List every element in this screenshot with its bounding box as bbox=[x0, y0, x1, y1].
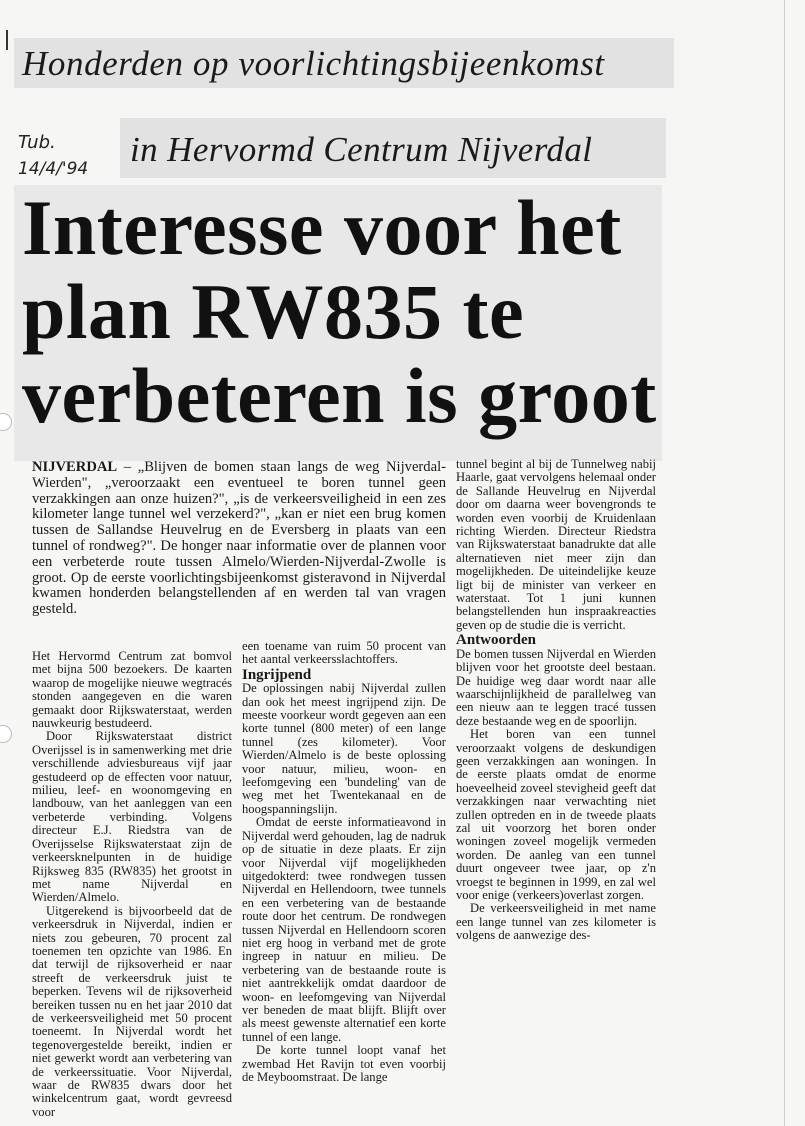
article-column-2 bbox=[242, 640, 446, 1084]
paragraph: De verkeersveiligheid in met name een lange tunnel van zes kilometer is volgens de aanwezige des- bbox=[456, 901, 656, 943]
paragraph: een toename van ruim 50 procent van het aantal verkeersslachtoffers. bbox=[242, 639, 446, 667]
paragraph: De bomen tussen Nijverdal en Wierden blijven voor het grootste deel bestaan. De huidige weg daar wordt naar alle waarschijnlijkheid de parallelweg van een nieuw aan te leggen tracé tussen deze bestaande weg en de spoorlijn. bbox=[456, 646, 656, 728]
subkicker-text: in Hervormd Centrum Nijverdal bbox=[130, 130, 593, 169]
paragraph: Omdat de eerste informatieavond in Nijverdal werd gehouden, lag de nadruk op de situatie in deze plaats. Er zijn voor Nijverdal vijf mogelijkheden uitgedokterd: twee rondwegen tussen Nijverdal en Hellendoorn, twee tunnels en een verbetering van de bestaande route door het centrum. De rondwegen tussen Nijverdal en Hellendoorn scoren niet erg hoog in verband met de grote ingreep in natuur en milieu. De verbetering van de bestaande route is niet aantrekkelijk omdat daardoor de woon- en leefomgeving van Nijverdal ver beneden de maat blijft. Blijft over als meest gewenste alternatief een korte tunnel of een lange. bbox=[242, 815, 446, 1044]
page-edge-mark bbox=[6, 30, 8, 50]
handwritten-note bbox=[18, 132, 128, 179]
lead-text: – „Blijven de bomen staan langs de weg Nijverdal-Wierden", „veroorzaakt een eventueel te boren tunnel geen verzakkingen aan onze huizen?", „is de verkeersveiligheid in een zes kilometer lange tunnel wel verzekerd?", „kan er niet een brug komen tussen de Sallandse Heuvelrug en de Eversberg in plaats van een tunnel of rondweg?". De honger naar informatie over de plannen voor een verbeterde route tussen Almelo/Wierden-Nijverdal-Zwolle is groot. Op de eerste voorlichtingsbijeenkomst gisteravond in Nijverdal kwamen honderden belangstellenden af en werden tal van vragen gesteld. bbox=[32, 459, 446, 618]
handwritten-date: 14/4/'94 bbox=[18, 159, 89, 179]
subheading: Antwoorden bbox=[456, 632, 537, 649]
paragraph: De oplossingen nabij Nijverdal zullen dan ook het meest ingrijpend zijn. De meeste voorkeur wordt gegeven aan een korte tunnel (800 meter) of een lange tunnel (zes kilometer). Voor Wierden/Almelo is de beste oplossing voor natuur, milieu, woon- en leefomgeving een 'bundeling' van de weg met het Twentekanaal en de hoogspanningslijn. bbox=[242, 681, 446, 816]
paragraph: De korte tunnel loopt vanaf het zwembad Het Ravijn tot even voorbij de Meyboomstraat. De lange bbox=[242, 1043, 446, 1084]
subkicker-banner bbox=[120, 118, 666, 178]
headline-line: Interesse voor het bbox=[22, 184, 622, 271]
paragraph: tunnel begint al bij de Tunnelweg nabij Haarle, gaat vervolgens helemaal onder de Sallande Heuvelrug en Nijverdal door om daarna weer bovengronds te worden even voorbij de Kruidenlaan richting Wierden. Directeur Riedstra van Rijkswaterstaat banadrukte dat alle alternatieven niet meer zijn dan mogelijkheden. De uiteindelijke keuze ligt bij de minister van verkeer en waterstaat. Tot 1 juni kunnen belangstellenden hun inspraakreacties geven op de studie die is verricht. bbox=[456, 457, 656, 632]
handwritten-source: Tub. bbox=[18, 132, 56, 153]
headline-line: plan RW835 te bbox=[22, 268, 525, 355]
kicker-banner bbox=[14, 38, 674, 88]
dateline: NIJVERDAL bbox=[32, 459, 118, 475]
article-column-3 bbox=[456, 458, 656, 943]
paragraph: Uitgerekend is bijvoorbeeld dat de verkeersdruk in Nijverdal, indien er niets zou gebeuren, 70 procent zal toenemen ten opzichte van 1986. En dat terwijl de rijksoverheid er naar streeft de verkeersdruk juist te beperken. Tevens wil de rijksoverheid bereiken tussen nu en het jaar 2010 dat de verkeersveiligheid met 50 procent toeneemt. In Nijverdal wordt het tegenovergestelde bereikt, indien er niet gewerkt wordt aan verbetering van de verkeerssituatie. Voor Nijverdal, waar de RW835 dwars door het winkelcentrum gaat, wordt gevreesd voor bbox=[32, 903, 232, 1119]
kicker-text: Honderden op voorlichtingsbijeenkomst bbox=[22, 44, 605, 83]
page-edge bbox=[784, 0, 785, 1126]
article-column-1 bbox=[32, 650, 232, 1119]
paragraph: Door Rijkswaterstaat district Overijssel is in samenwerking met drie verschillende adviesbureaus vijf jaar gestudeerd op de effecten voor natuur, milieu, leef- en woonomgeving en landbouw, van het aanleggen van een verbeterde verbinding. Volgens directeur E.J. Riedstra van de Overijsselse Rijkswaterstaat zijn de verkeersknelpunten in de huidige Rijksweg 835 (RW835) het grootst in met name Nijverdal en Wierden/Almelo. bbox=[32, 729, 232, 905]
subheading: Ingrijpend bbox=[242, 666, 312, 683]
headline bbox=[22, 186, 662, 438]
punch-hole bbox=[0, 413, 12, 431]
headline-line: verbeteren is groot bbox=[22, 352, 657, 439]
paragraph: Het Hervormd Centrum zat bomvol met bijna 500 bezoekers. De kaarten waarop de mogelijke nieuwe wegtracés stonden aangegeven en die waren gemaakt door Rijkswaterstaat, werden nauwkeurig bestudeerd. bbox=[32, 649, 232, 731]
lead-paragraph bbox=[32, 460, 446, 618]
paragraph: Het boren van een tunnel veroorzaakt volgens de deskundigen geen verzakkingen aan woningen. In de eerste plaats omdat de enorme hoeveelheid zoveel stevigheid geeft dat verzakkingen naar verwachting niet zullen optreden en in de tweede plaats zal uit voorzorg het boren onder woningen zoveel mogelijk vermeden worden. De aanleg van een tunnel duurt ongeveer twee jaar, op z'n vroegst te beginnen in 1999, en zal wel voor enige (verkeers)overlast zorgen. bbox=[456, 727, 656, 902]
punch-hole bbox=[0, 725, 12, 743]
